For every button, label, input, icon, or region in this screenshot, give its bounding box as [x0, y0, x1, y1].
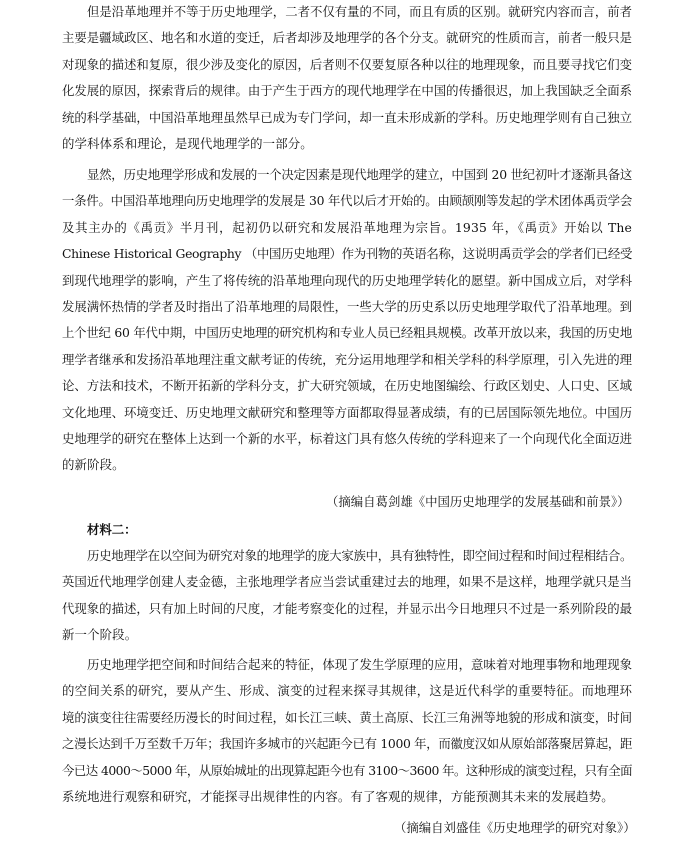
paragraph-2 — [62, 162, 632, 479]
paragraph-2-line: 文化地理、环境变迁、历史地理文献研究和整理等方面都取得显著成绩，有的已居国际领先地位。中国历 — [62, 404, 632, 420]
paragraph-2-line: 史地理学的研究在整体上达到一个新的水平，标着这门具有悠久传统的学科迎来了一个向现代化全面迈进 — [62, 431, 632, 447]
paragraph-2-line: 上个世纪 60 年代中期，中国历史地理的研究机构和专业人员已经粗具规模。改革开放以来，我国的历史地 — [62, 325, 632, 341]
source-citation-2: （摘编自刘盛佳《历史地理学的研究对象》） — [394, 820, 636, 835]
paragraph-1 — [62, 0, 632, 157]
paragraph-2-line: 论、方法和技术，不断开拓新的学科分支，扩大研究领域，在历史地图编绘、行政区划史、人口史、区域 — [62, 378, 632, 394]
paragraph-3-line: 新一个阶段。 — [62, 627, 138, 643]
paragraph-1-line: 对现象的描述和复原，很少涉及变化的原因，后者则不仅要复原各种以往的地理现象，而且要寻找它们变 — [62, 56, 632, 72]
paragraph-4-line: 的空间关系的研究，要从产生、形成、演变的过程来探寻其规律，这是近代科学的重要特征。而地理环 — [62, 683, 632, 699]
paragraph-2-line: 及其主办的《禹贡》半月刊，起初仍以研究和发展沿革地理为宗旨。1935 年，《禹贡》开始以 The — [62, 219, 632, 235]
paragraph-1-line: 统的科学基础，中国沿革地理虽然早已成为专门学问，却一直未形成新的学科。历史地理学则有自己独立 — [62, 109, 632, 125]
paragraph-1-line: 的学科体系和理论，是现代地理学的一部分。 — [62, 136, 313, 152]
source-citation-1: （摘编自葛剑雄《中国历史地理学的发展基础和前景》） — [326, 494, 630, 509]
paragraph-2-line: 显然，历史地理学形成和发展的一个决定因素是现代地理学的建立，中国到 20 世纪初叶才逐渐具备这 — [87, 167, 632, 182]
paragraph-4-line: 之漫长达到千万至数千万年；我国许多城市的兴起距今已有 1000 年，而徽度汉如从原始部落聚居算起，距 — [62, 736, 632, 752]
paragraph-4-line: 历史地理学把空间和时间结合起来的特征，体现了发生学原理的应用，意味着对地理事物和地理现象 — [87, 657, 632, 672]
section-heading-material-2: 材料二： — [87, 522, 137, 537]
paragraph-3-line: 历史地理学在以空间为研究对象的地理学的庞大家族中，具有独特性，即空间过程和时间过程相结合。 — [87, 548, 632, 563]
paragraph-3-line: 英国近代地理学创建人麦金德，主张地理学者应当尝试重建过去的地理，如果不是这样，地理学就只是当 — [62, 574, 632, 590]
paragraph-3-line: 代现象的描述，只有加上时间的尺度，才能考察变化的过程，并显示出今日地理只不过是一系列阶段的最 — [62, 600, 632, 616]
paragraph-1-line: 但是沿革地理并不等于历史地理学，二者不仅有量的不同，而且有质的区别。就研究内容而言，前者 — [87, 4, 632, 19]
paragraph-2-line: 发展满怀热情的学者及时指出了沿革地理的局限性，一些大学的历史系以历史地理学取代了沿革地理。到 — [62, 299, 632, 315]
paragraph-1-line: 主要是疆域政区、地名和水道的变迁，后者却涉及地理学的各个分支。就研究的性质而言，前者一般只是 — [62, 30, 632, 46]
paragraph-2-line: 一条件。中国沿革地理向历史地理学的发展是 30 年代以后才开始的。由顾颉刚等发起的学术团体禹贡学会 — [62, 193, 632, 209]
paragraph-4-line: 系统地进行观察和研究，才能探寻出规律性的内容。有了客观的规律，方能预测其未来的发展趋势。 — [62, 789, 614, 805]
paragraph-1-line: 化发展的原因，探索背后的规律。由于产生于西方的现代地理学在中国的传播很迟，加上我国缺乏全面系 — [62, 83, 632, 99]
paragraph-2-line: 理学者继承和发扬沿革地理注重文献考证的传统，充分运用地理学和相关学科的科学原理，引入先进的理 — [62, 351, 632, 367]
paragraph-2-line: 的新阶段。 — [62, 457, 125, 473]
paragraph-4-line: 今已达 4000～5000 年，从原始城址的出现算起距今也有 3100～3600 年。这种形成的演变过程，只有全面 — [62, 762, 632, 778]
paragraph-3 — [62, 543, 632, 649]
paragraph-4-line: 境的演变往往需要经历漫长的时间过程，如长江三峡、黄土高原、长江三角洲等地貌的形成和演变，时间 — [62, 709, 632, 725]
paragraph-4 — [62, 652, 632, 810]
paragraph-2-line: Chinese Historical Geography （中国历史地理）作为刊物的英语名称，这说明禹贡学会的学者们已经受 — [62, 246, 632, 262]
paragraph-2-line: 到现代地理学的影响，产生了将传统的沿革地理向现代的历史地理学转化的愿望。新中国成立后，对学科 — [62, 272, 632, 288]
